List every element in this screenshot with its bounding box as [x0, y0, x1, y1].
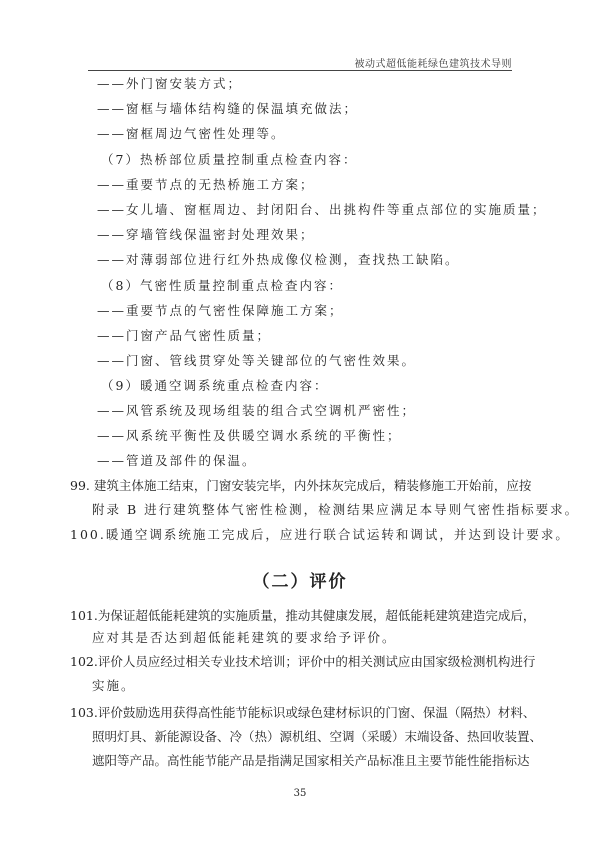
clause-101-cont: 应对其是否达到超低能耗建筑的要求给予评价。	[92, 630, 397, 645]
list-item: ——重要节点的气密性保障施工方案；	[97, 303, 344, 318]
list-item: ——窗框与墙体结构缝的保温填充做法；	[97, 101, 359, 116]
list-item: ——门窗、管线贯穿处等关键部位的气密性效果。	[97, 353, 417, 368]
subsection-heading: （7）热桥部位质量控制重点检查内容：	[101, 152, 358, 167]
clause-100: 100.暖通空调系统施工完成后，应进行联合试运转和调试，并达到设计要求。	[70, 527, 570, 542]
clause-103-cont: 照明灯具、新能源设备、冷（热）源机组、空调（采暖）末端设备、热回收装置、	[92, 729, 543, 744]
list-item: ——管道及部件的保温。	[97, 453, 257, 468]
page-number: 35	[293, 788, 307, 799]
clause-103-cont: 遮阳等产品。高性能节能产品是指满足国家相关产品标准且主要节能性能指标达	[92, 753, 530, 768]
list-item: ——重要节点的无热桥施工方案；	[97, 177, 315, 192]
list-item: ——风系统平衡性及供暖空调水系统的平衡性；	[97, 428, 402, 443]
clause-99-cont: 附录 B 进行建筑整体气密性检测，检测结果应满足本导则气密性指标要求。	[92, 502, 580, 517]
list-item: ——风管系统及现场组装的组合式空调机严密性；	[97, 403, 417, 418]
list-item: ——窗框周边气密性处理等。	[97, 126, 286, 141]
list-item: ——对薄弱部位进行红外热成像仪检测，查找热工缺陷。	[97, 252, 460, 267]
clause-103: 103.评价鼓励选用获得高性能节能标识或绿色建材标识的门窗、保温（隔热）材料、	[70, 705, 536, 720]
list-item: ——穿墙管线保温密封处理效果；	[97, 227, 315, 242]
list-item: ——外门窗安装方式；	[97, 76, 243, 91]
running-header: 被动式超低能耗绿色建筑技术导则	[354, 59, 512, 70]
subsection-heading: （9）暖通空调系统重点检查内容：	[101, 378, 329, 393]
clause-99: 99. 建筑主体施工结束，门窗安装完毕，内外抹灰完成后，精装修施工开始前，应按	[70, 478, 532, 493]
clause-102: 102.评价人员应经过相关专业技术培训；评价中的相关测试应由国家级检测机构进行	[70, 654, 536, 669]
clause-102-cont: 实施。	[92, 678, 136, 693]
list-item: ——女儿墙、窗框周边、封闭阳台、出挑构件等重点部位的实施质量；	[97, 202, 547, 217]
clause-101: 101.为保证超低能耗建筑的实施质量，推动其健康发展，超低能耗建筑建造完成后，	[70, 608, 536, 623]
section-title: （二）评价	[252, 572, 348, 592]
header-rule	[88, 70, 512, 71]
list-item: ——门窗产品气密性质量；	[97, 328, 272, 343]
subsection-heading: （8）气密性质量控制重点检查内容：	[101, 278, 343, 293]
